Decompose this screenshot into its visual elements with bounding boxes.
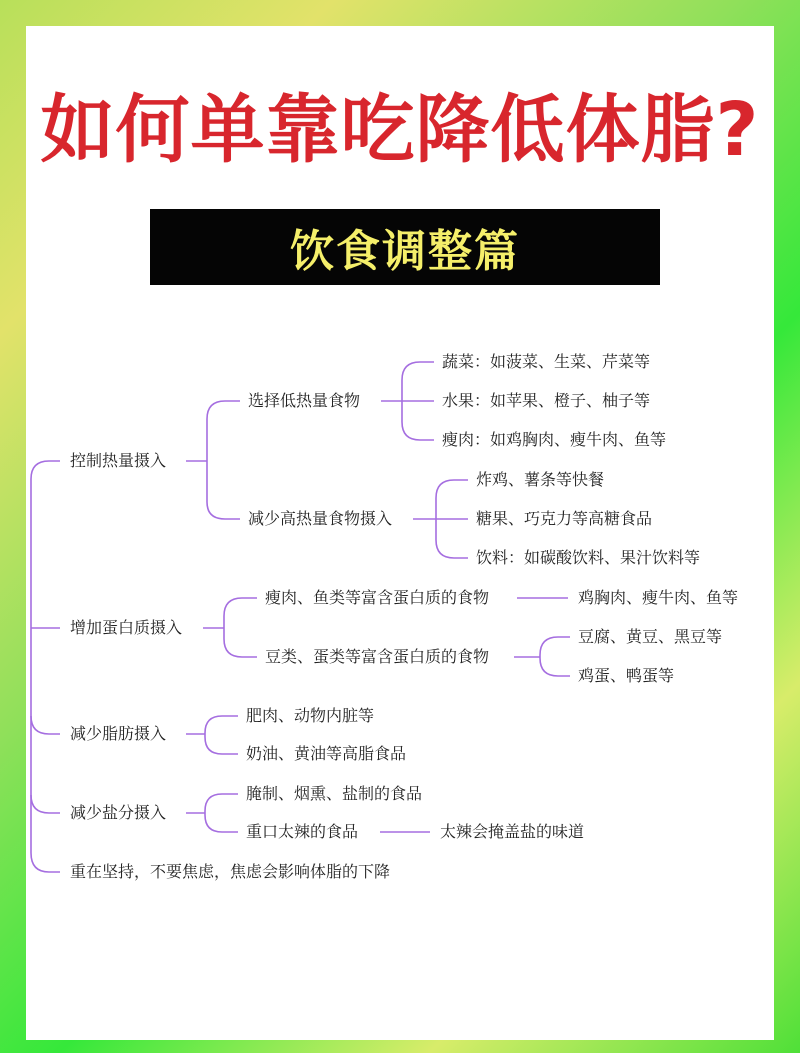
node-low-calorie-foods: 选择低热量食物 <box>248 391 361 410</box>
leaf-drinks: 饮料：如碳酸饮料、果汁饮料等 <box>476 548 701 567</box>
connector <box>207 401 240 461</box>
connector <box>205 734 238 754</box>
connector <box>436 480 468 519</box>
page-title: 如何单靠吃降低体脂? <box>40 87 760 173</box>
node-reduce-high-calorie: 减少高热量食物摄入 <box>248 509 393 528</box>
connector <box>224 628 257 657</box>
leaf-fast-food: 炸鸡、薯条等快餐 <box>476 470 605 489</box>
connector <box>31 716 60 734</box>
node-reduce-fat: 减少脂肪摄入 <box>70 724 167 743</box>
connector <box>436 519 468 558</box>
node-lean-meat-fish: 瘦肉、鱼类等富含蛋白质的食物 <box>265 588 490 607</box>
node-butter-cream: 奶油、黄油等高脂食品 <box>246 744 407 763</box>
leaf-fruits: 水果：如苹果、橙子、柚子等 <box>442 391 651 410</box>
connector <box>205 716 238 734</box>
leaf-vegetables: 蔬菜：如菠菜、生菜、芹菜等 <box>442 352 651 371</box>
connector <box>540 657 570 676</box>
connector <box>31 461 60 666</box>
connector <box>207 461 240 519</box>
node-reduce-salt: 减少盐分摄入 <box>70 803 167 822</box>
connector <box>205 794 238 813</box>
connector <box>31 666 60 872</box>
connector <box>540 637 570 657</box>
connector <box>402 401 434 440</box>
node-persistence: 重在坚持，不要焦虑，焦虑会影响体脂的下降 <box>70 862 391 881</box>
node-cured-foods: 腌制、烟熏、盐制的食品 <box>246 784 423 803</box>
subtitle-text: 饮食调整篇 <box>290 226 520 277</box>
node-beans-eggs: 豆类、蛋类等富含蛋白质的食物 <box>265 647 490 666</box>
leaf-chicken-beef-fish: 鸡胸肉、瘦牛肉、鱼等 <box>578 588 739 607</box>
node-control-calories: 控制热量摄入 <box>70 451 167 470</box>
connector <box>402 362 434 401</box>
node-increase-protein: 增加蛋白质摄入 <box>70 618 183 637</box>
connector <box>224 598 257 628</box>
leaf-tofu-soy: 豆腐、黄豆、黑豆等 <box>578 627 723 646</box>
leaf-sweets: 糖果、巧克力等高糖食品 <box>476 509 653 528</box>
connector <box>31 795 60 813</box>
connector <box>205 813 238 832</box>
node-spicy-foods: 重口太辣的食品 <box>246 822 359 841</box>
leaf-eggs: 鸡蛋、鸭蛋等 <box>578 666 675 685</box>
node-fatty-meat: 肥肉、动物内脏等 <box>246 706 375 725</box>
leaf-spicy-masks-salt: 太辣会掩盖盐的味道 <box>440 822 585 841</box>
leaf-lean-meat: 瘦肉：如鸡胸肉、瘦牛肉、鱼等 <box>442 430 667 449</box>
